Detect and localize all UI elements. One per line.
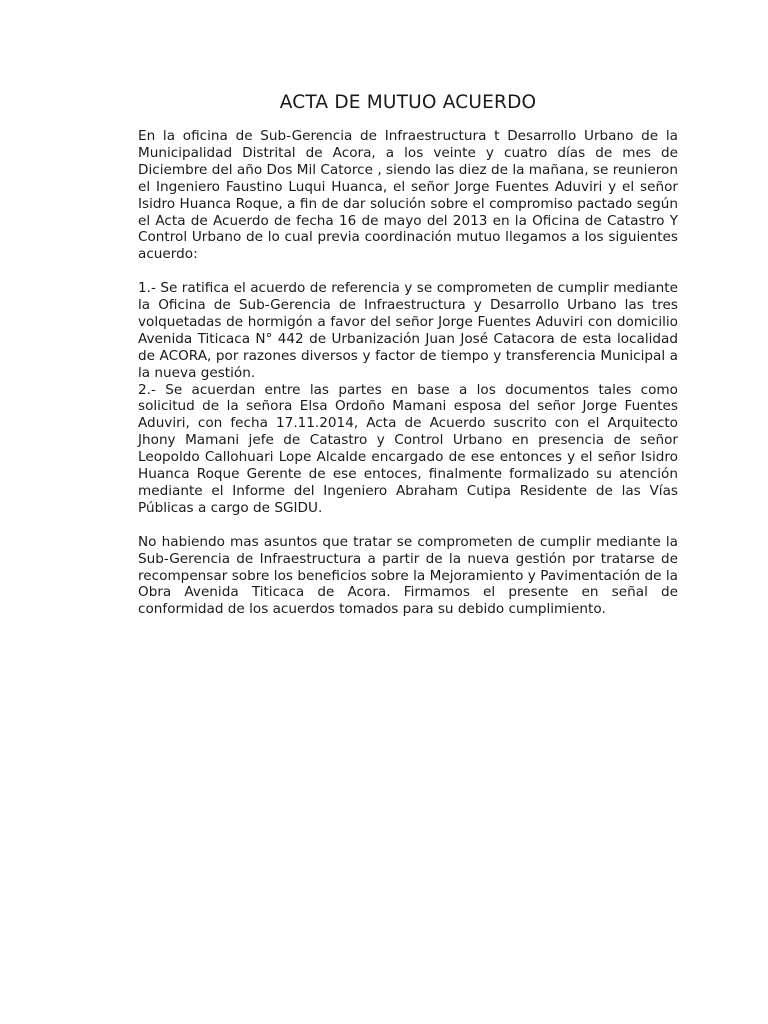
intro-paragraph: En la oficina de Sub-Gerencia de Infraestructura t Desarrollo Urbano de la Municipalidad Distrital de Acora, a los veinte y cuatro días de mes de Diciembre del año Dos Mil Catorce , siendo las diez de la mañana, se reunieron el Ingeniero Faustino Luqui Huanca, el señor Jorge Fuentes Aduviri y el señor Isidro Huanca Roque, a fin de dar solución sobre el compromiso pactado según el Acta de Acuerdo de fecha 16 de mayo del 2013 en la Oficina de Catastro Y Control Urbano de lo cual previa coordinación mutuo llegamos a los siguientes acuerdo: [138,128,678,263]
document-body [138,92,678,618]
paragraph-spacer [138,263,678,280]
agreement-item-2: 2.- Se acuerdan entre las partes en base a los documentos tales como solicitud de la señora Elsa Ordoño Mamani esposa del señor Jorge Fuentes Aduviri, con fecha 17.11.2014, Acta de Acuerdo suscrito con el Arquitecto Jhony Mamani jefe de Catastro y Control Urbano en presencia de señor Leopoldo Callohuari Lope Alcalde encargado de ese entonces y el señor Isidro Huanca Roque Gerente de ese entoces, finalmente formalizado su atención mediante el Informe del Ingeniero Abraham Cutipa Residente de las Vías Públicas a cargo de SGIDU. [138,381,678,516]
paragraph-spacer [138,517,678,534]
closing-paragraph: No habiendo mas asuntos que tratar se comprometen de cumplir mediante la Sub-Gerencia de Infraestructura a partir de la nueva gestión por tratarse de recompensar sobre los beneficios sobre la Mejoramiento y Pavimentación de la Obra Avenida Titicaca de Acora. Firmamos el presente en señal de conformidad de los acuerdos tomados para su debido cumplimiento. [138,533,678,618]
agreement-item-1: 1.- Se ratifica el acuerdo de referencia y se comprometen de cumplir mediante la Oficina de Sub-Gerencia de Infraestructura y Desarrollo Urbano las tres volquetadas de hormigón a favor del señor Jorge Fuentes Aduviri con domicilio Avenida Titicaca N° 442 de Urbanización Juan José Catacora de esta localidad de ACORA, por razones diversos y factor de tiempo y transferencia Municipal a la nueva gestión. [138,280,678,381]
document-title: ACTA DE MUTUO ACUERDO [279,92,537,113]
